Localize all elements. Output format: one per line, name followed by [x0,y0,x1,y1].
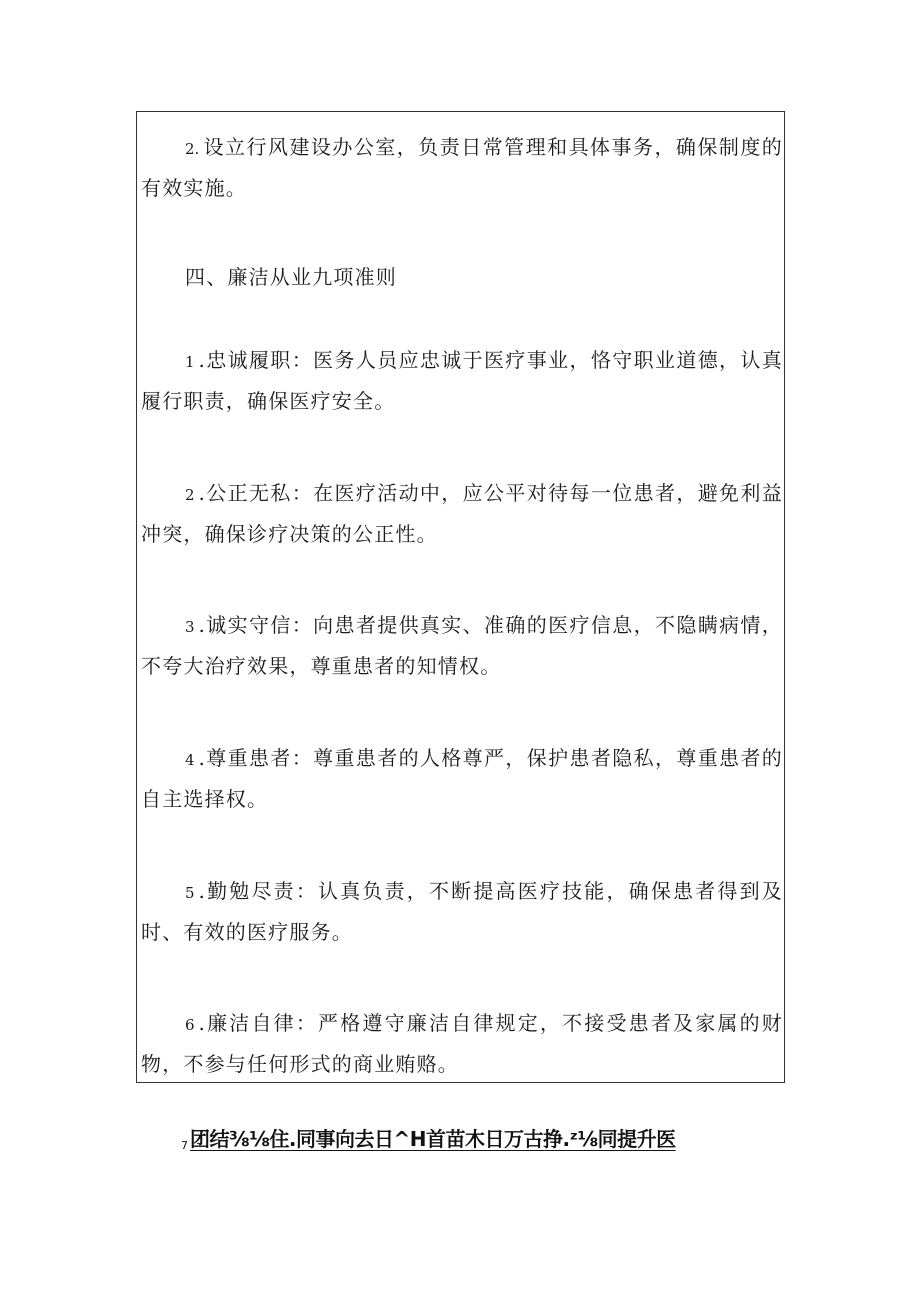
paragraph-office [141,128,783,208]
paragraph-number: 2. [185,140,200,158]
section-heading: 四、廉洁从业九项准则 [185,265,397,289]
rule-text: .尊重患者：尊重患者的人格尊严，保护患者隐私，尊重患者的自主选择权。 [141,746,783,811]
footer-number: 7 [181,1139,188,1152]
footer-text: 团结⅜⅛住.同事向去日^H首苗木日万古挣.ᶻ⅛同提升医 [190,1127,676,1151]
rule-4 [141,739,783,819]
rule-6 [141,1004,783,1084]
rule-3 [141,606,783,686]
rule-text: .诚实守信：向患者提供真实、准确的医疗信息，不隐瞒病情，不夸大治疗效果，尊重患者的知情权。 [141,613,783,678]
rule-text: .廉洁自律：严格遵守廉洁自律规定，不接受患者及家属的财物，不参与任何形式的商业贿赂。 [141,1011,783,1076]
rule-1 [141,341,783,421]
rule-number: 4 [185,751,195,769]
content-frame [136,111,785,1083]
rule-number: 6 [185,1016,195,1034]
rule-number: 5 [185,884,195,902]
rule-text: .忠诚履职：医务人员应忠诚于医疗事业，恪守职业道德，认真履行职责，确保医疗安全。 [141,348,783,413]
rule-text: .勤勉尽责：认真负责，不断提高医疗技能，确保患者得到及时、有效的医疗服务。 [141,879,783,944]
footer-rule-7 [181,1124,676,1161]
rule-number: 1 [185,353,195,371]
rule-5 [141,872,783,952]
paragraph-text: 设立行风建设办公室，负责日常管理和具体事务，确保制度的有效实施。 [141,135,783,200]
rule-2 [141,474,783,554]
rule-number: 3 [185,618,195,636]
rule-number: 2 [185,486,195,504]
rule-text: .公正无私：在医疗活动中，应公平对待每一位患者，避免利益冲突，确保诊疗决策的公正性。 [141,481,783,546]
